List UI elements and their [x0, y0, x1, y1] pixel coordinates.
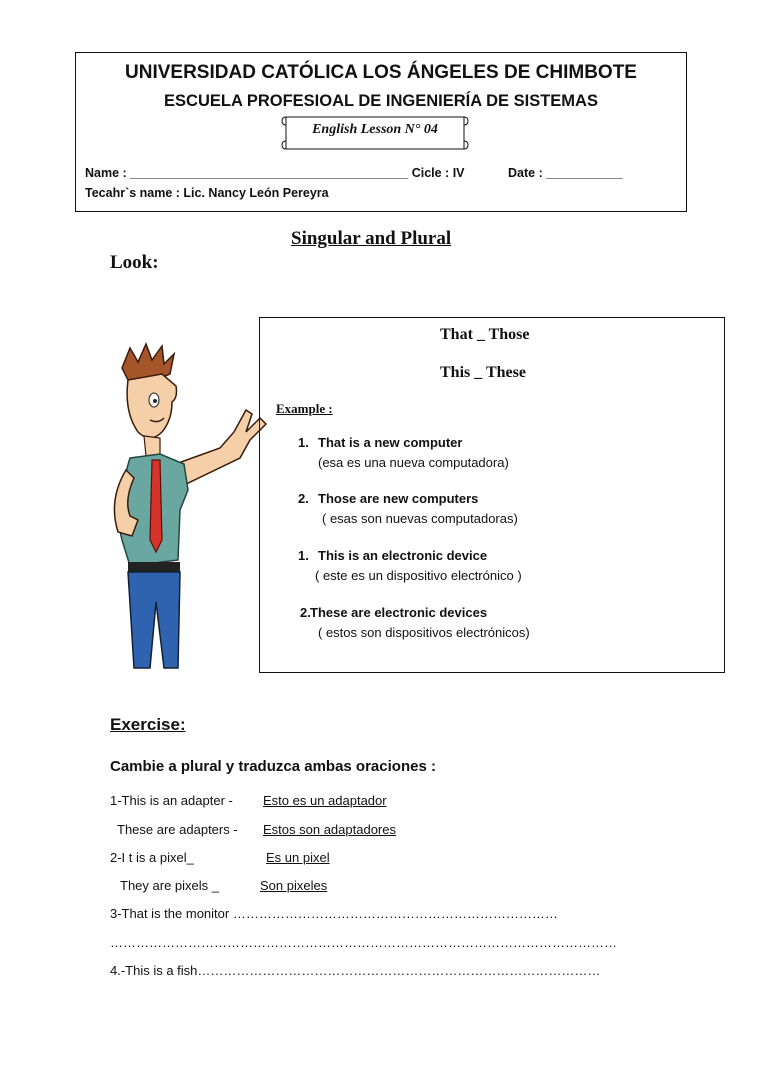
pair-this-these: This _ These: [440, 364, 526, 381]
exercise-instruction: Cambie a plural y traduzca ambas oraciones :: [110, 758, 436, 775]
exercise-line-4-answer: Son pixeles: [260, 878, 328, 893]
example-3-spanish: ( este es un dispositivo electrónico ): [315, 568, 522, 583]
example-1-spanish: (esa es una nueva computadora): [318, 455, 509, 470]
example-1-number: 1.: [298, 435, 309, 450]
pointing-man-illustration: [100, 340, 280, 670]
look-label: Look:: [110, 252, 159, 273]
school-title: ESCUELA PROFESIOAL DE INGENIERÍA DE SISTEMAS: [164, 92, 598, 110]
exercise-line-1-answer: Esto es un adaptador: [263, 793, 387, 808]
name-line: Name : ________________________________________ Cicle : IV: [85, 166, 465, 180]
exercise-line-3-answer: Es un pixel: [266, 850, 330, 865]
example-label: Example :: [276, 401, 333, 416]
example-3-number: 1.: [298, 548, 309, 563]
exercise-heading: Exercise:: [110, 715, 186, 734]
pair-that-those: That _ Those: [440, 326, 530, 343]
exercise-line-2-left: These are adapters -: [117, 822, 238, 837]
exercise-line-3-left: 2-I t is a pixel_: [110, 850, 194, 865]
exercise-line-1-left: 1-This is an adapter -: [110, 793, 233, 808]
example-4-spanish: ( estos son dispositivos electrónicos): [318, 625, 530, 640]
example-4-number: 2.: [300, 605, 311, 620]
example-2-english: Those are new computers: [318, 491, 479, 506]
example-3-english: This is an electronic device: [318, 548, 488, 563]
teacher-line: Tecahr`s name : Lic. Nancy León Pereyra: [85, 186, 329, 200]
university-title: UNIVERSIDAD CATÓLICA LOS ÁNGELES DE CHIMBOTE: [125, 62, 637, 83]
exercise-line-5: 3-That is the monitor …………………………………………………………………: [110, 906, 558, 921]
exercise-line-6: ………………………………………………………………………………………………………: [110, 935, 617, 950]
page-title: Singular and Plural: [291, 228, 452, 249]
exercise-line-4-left: They are pixels _: [120, 878, 219, 893]
example-1-english: That is a new computer: [318, 435, 463, 450]
date-line: Date : ___________: [508, 166, 623, 180]
example-2-number: 2.: [298, 491, 309, 506]
example-4-english: These are electronic devices: [310, 605, 488, 620]
exercise-line-7: 4.-This is a fish…………………………………………………………………………………: [110, 963, 601, 978]
example-2-spanish: ( esas son nuevas computadoras): [322, 511, 518, 526]
exercise-line-2-answer: Estos son adaptadores: [263, 822, 396, 837]
lesson-label: English Lesson N° 04: [312, 122, 438, 137]
